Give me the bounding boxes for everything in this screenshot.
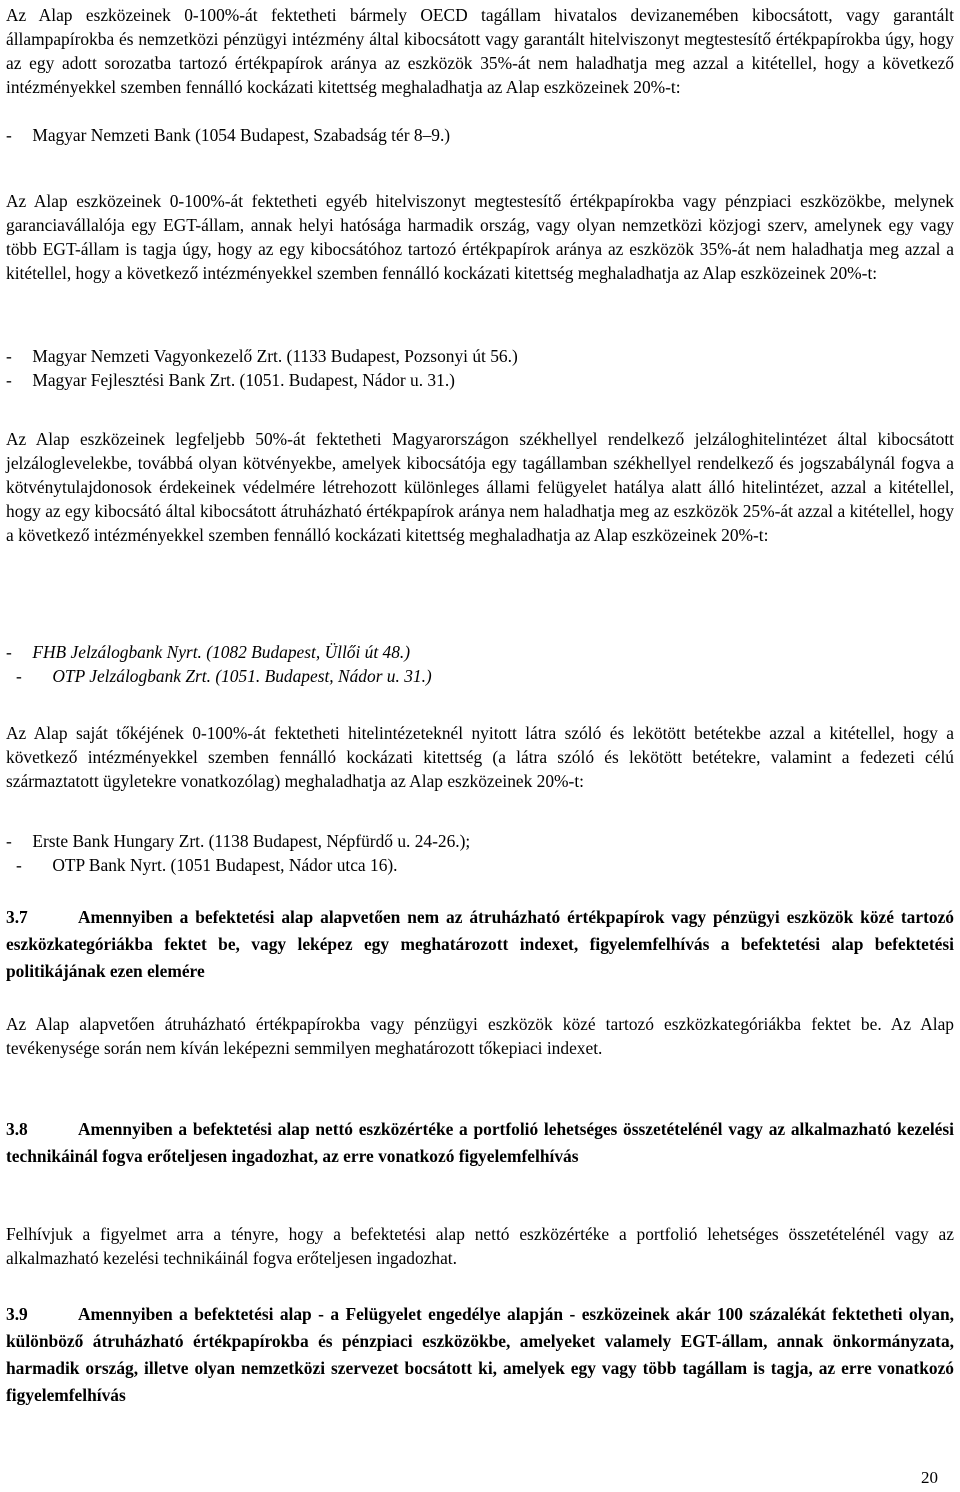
list-item: - OTP Bank Nyrt. (1051 Budapest, Nádor utca 16). (16, 855, 398, 875)
section-title: Amennyiben a befektetési alap nettó eszközértéke a portfolió lehetséges összetételénél vagy az alkalmazható kezelési technikáinál fogva erőteljesen ingadozhat, az erre vonatkozó figyelemfelhívás (6, 1119, 954, 1166)
section-number: 3.7 (6, 907, 28, 927)
section-3-7-heading (6, 904, 954, 985)
list-item: - Magyar Fejlesztési Bank Zrt. (1051. Budapest, Nádor u. 31.) (6, 370, 455, 390)
list-item: - Magyar Nemzeti Bank (1054 Budapest, Szabadság tér 8–9.) (6, 125, 451, 145)
paragraph-egt: Az Alap eszközeinek 0-100%-át fektetheti egyéb hitelviszonyt megtestesítő értékpapírokba vagy pénzpiaci eszközökbe, melynek garanciavállalója egy EGT-állam, annak helyi hatósága harmadik ország, vagy olyan nemzetközi közjogi szerv, amelynek egy vagy több EGT-állam is tagja úgy, hogy az egy kibocsátóhoz tartozó értékpapírok aránya az eszközök 35%-át nem haladhatja meg azzal a kitétellel, hogy a következő intézményekkel szemben fennálló kockázati kitettség meghaladhatja az Alap eszközeinek 20%-t: (6, 191, 954, 284)
list-deposit-exceptions (6, 829, 954, 877)
list-item: - OTP Jelzálogbank Zrt. (1051. Budapest, Nádor u. 31.) (16, 666, 432, 686)
section-3-7-body: Az Alap alapvetően átruházható értékpapírokba vagy pénzügyi eszközök közé tartozó eszközkategóriákba fektet be. Az Alap tevékenysége során nem kíván leképezni semmilyen meghatározott tőkepiaci indexet. (6, 1014, 954, 1059)
list-mortgage-exceptions (6, 640, 954, 688)
section-number: 3.8 (6, 1119, 28, 1139)
list-egt-exceptions (6, 344, 954, 392)
list-item: - FHB Jelzálogbank Nyrt. (1082 Budapest, Üllői út 48.) (6, 642, 411, 662)
page-number: 20 (921, 1468, 938, 1487)
section-3-8-body: Felhívjuk a figyelmet arra a tényre, hogy a befektetési alap nettó eszközértéke a portfolió lehetséges összetételénél vagy az alkalmazható kezelési technikáinál fogva erőteljesen ingadozhat. (6, 1224, 954, 1269)
section-title: Amennyiben a befektetési alap alapvetően nem az átruházható értékpapírok vagy pénzügyi eszközök közé tartozó eszközkategóriákba fektet be, vagy leképez egy meghatározott indexet, figyelemfelhívás a befektetési alap befektetési politikájának ezen elemére (6, 907, 954, 981)
list-item: - Erste Bank Hungary Zrt. (1138 Budapest, Népfürdő u. 24-26.); (6, 831, 471, 851)
paragraph-oecd: Az Alap eszközeinek 0-100%-át fektetheti bármely OECD tagállam hivatalos devizanemében kibocsátott, vagy garantált állampapírokba és nemzetközi pénzügyi intézmény által kibocsátott vagy garantált hitelviszonyt megtestesítő értékpapírokba úgy, hogy az egy adott sorozatba tartozó értékpapírok aránya az eszközök 35%-át nem haladhatja meg azzal a kitétellel, hogy a következő intézményekkel szemben fennálló kockázati kitettség meghaladhatja az Alap eszközeinek 20%-t: (6, 5, 954, 98)
paragraph-mortgage: Az Alap eszközeinek legfeljebb 50%-át fektetheti Magyarországon székhellyel rendelkező jelzáloghitelintézet által kibocsátott jelzáloglevelekbe, továbbá olyan kötvényekbe, amelyek kibocsátója egy tagállamban székhellyel rendelkező és jogszabálynál fogva a kötvénytulajdonosok érdekeinek védelmére létrehozott különleges állami felügyelet hatálya alatt álló hitelintézet, azzal a kitétellel, hogy az egy kibocsátó által kibocsátott átruházható értékpapírok aránya nem haladhatja meg az eszközök 25%-át azzal a kitétellel, hogy a következő intézményekkel szemben fennálló kockázati kitettség meghaladhatja az Alap eszközeinek 20%-t: (6, 429, 954, 546)
section-3-8-heading (6, 1116, 954, 1170)
paragraph-deposits: Az Alap saját tőkéjének 0-100%-át fektetheti hitelintézeteknél nyitott látra szóló és lekötött betétekbe azzal a kitétellel, hogy a következő intézményekkel szemben fennálló kockázati kitettség (a látra szóló és lekötött betétekre, valamint a fedezeti célú származtatott ügyletekre vonatkozólag) meghaladhatja az Alap eszközeinek 20%-t: (6, 723, 954, 792)
section-title: Amennyiben a befektetési alap - a Felügyelet engedélye alapján - eszközeinek akár 100 százalékát fektetheti olyan, különböző átruházható értékpapírokba és pénzpiaci eszközökbe, amelyeket valamely EGT-állam, annak önkormányzata, harmadik ország, illetve olyan nemzetközi szervezet bocsátott ki, amelyek egy vagy több tagállam is tagja, az erre vonatkozó figyelemfelhívás (6, 1304, 954, 1405)
section-3-9-heading (6, 1301, 954, 1409)
list-oecd-exceptions (6, 123, 954, 147)
list-item: - Magyar Nemzeti Vagyonkezelő Zrt. (1133 Budapest, Pozsonyi út 56.) (6, 346, 518, 366)
section-number: 3.9 (6, 1304, 28, 1324)
